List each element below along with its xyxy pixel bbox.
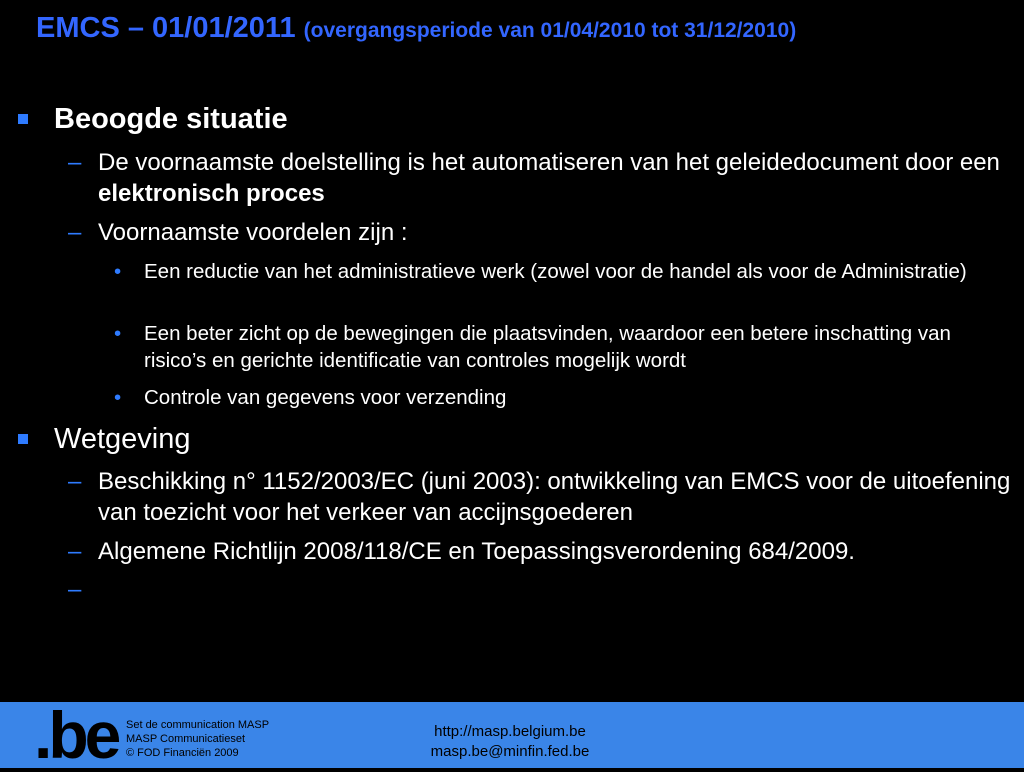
footer-email-link[interactable]: masp.be@minfin.fed.be — [430, 743, 590, 760]
square-bullet-icon — [18, 114, 28, 124]
dot-bullet-icon: • — [114, 386, 122, 409]
dash-bullet-icon: – — [68, 219, 82, 246]
subitem-controle — [114, 384, 1014, 411]
dot-bullet-icon: • — [114, 322, 122, 345]
item-doelstelling-text: De voornaamste doelstelling is het automatiseren van het geleidedocument door een — [98, 149, 1000, 176]
subitem-reductie-text: Een reductie van het administratieve werk (zowel voor de handel als voor de Administratie) — [144, 260, 967, 283]
dash-bullet-icon: – — [68, 538, 82, 565]
item-beschikking-text: Beschikking n° 1152/2003/EC (juni 2003): ontwikkeling van EMCS voor de uitoefening van toezicht voor het verkeer van accijnsgoederen — [98, 468, 1011, 526]
item-doelstelling-bold: elektronisch proces — [98, 180, 325, 207]
heading-beoogde-situatie: Beoogde situatie — [54, 103, 288, 135]
bullet-wetgeving — [54, 422, 191, 456]
footer-credit-line: © FOD Financiën 2009 — [126, 747, 239, 759]
footer-bar — [0, 698, 1024, 772]
dash-bullet-icon: – — [68, 576, 82, 603]
subitem-controle-text: Controle van gegevens voor verzending — [144, 386, 507, 409]
item-voordelen-text: Voornaamste voordelen zijn : — [98, 219, 408, 246]
bullet-beoogde-situatie — [54, 102, 288, 136]
subitem-zicht — [114, 320, 1014, 374]
item-richtlijn-text: Algemene Richtlijn 2008/118/CE en Toepassingsverordening 684/2009. — [98, 538, 855, 565]
title-main: EMCS – 01/01/2011 — [36, 12, 304, 44]
footer-credit-line: MASP Communicatieset — [126, 733, 246, 745]
item-beschikking — [68, 466, 1018, 528]
footer-url-link[interactable]: http://masp.belgium.be — [434, 723, 586, 740]
square-bullet-icon — [18, 434, 28, 444]
subitem-zicht-text: Een beter zicht op de bewegingen die plaatsvinden, waardoor een betere inschatting van risico’s en gerichte identificatie van controles mogelijk wordt — [144, 322, 951, 372]
item-doelstelling — [68, 147, 1018, 209]
dash-bullet-icon: – — [68, 149, 82, 176]
dot-bullet-icon: • — [114, 260, 122, 283]
subitem-reductie — [114, 258, 1014, 285]
dash-bullet-icon: – — [68, 468, 82, 495]
be-logo — [34, 698, 118, 772]
be-logo-text: .be — [34, 698, 118, 772]
item-voordelen — [68, 217, 1018, 248]
slide-title — [36, 12, 996, 45]
heading-wetgeving: Wetgeving — [54, 423, 191, 455]
title-subtitle: (overgangsperiode van 01/04/2010 tot 31/12/2010) — [303, 19, 797, 42]
footer-contact — [360, 722, 660, 762]
footer-credit-line: Set de communication MASP — [126, 719, 270, 731]
item-richtlijn — [68, 536, 1018, 567]
footer-credits — [126, 718, 269, 760]
